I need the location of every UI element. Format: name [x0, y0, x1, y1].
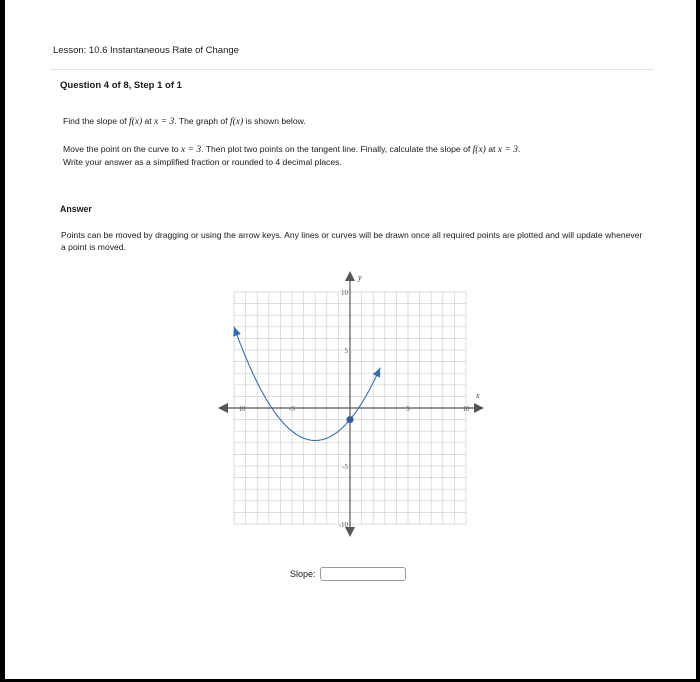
graph-canvas[interactable] [214, 268, 489, 540]
prompt-text: at [142, 116, 155, 126]
window-left-border [0, 0, 5, 682]
question-prompt [63, 116, 306, 127]
prompt-fx: f(x) [229, 117, 244, 127]
slope-label: Slope: [290, 569, 316, 579]
drag-help-text: Points can be moved by dragging or using the arrow keys. Any lines or curves will be drawn once all required points are plotted and will update whenever a point is moved. [61, 230, 643, 252]
answer-label: Answer [60, 204, 92, 214]
graph-axes [218, 271, 484, 537]
x-tick-label: -5 [289, 405, 295, 413]
window-right-border [696, 0, 700, 682]
x-tick-label: 5 [406, 405, 410, 413]
instruction-x-value: x = 3 [181, 145, 202, 155]
instruction-text: . [517, 144, 521, 154]
x-tick-label: 10 [238, 405, 246, 413]
y-tick-label: 5 [344, 347, 348, 355]
slope-input[interactable] [320, 567, 406, 581]
header-divider [50, 69, 654, 70]
y-tick-label: -5 [342, 463, 348, 471]
curve-left-arrow [233, 327, 241, 337]
movable-curve-point[interactable] [347, 416, 354, 423]
question-instruction [63, 143, 643, 168]
prompt-x-value: x = 3 [154, 117, 175, 127]
prompt-text: Find the slope of [63, 116, 129, 126]
y-tick-label: 10 [341, 289, 348, 297]
instruction-text: at [485, 144, 498, 154]
y-axis-up-arrow [345, 271, 355, 281]
x-axis-label: x [476, 391, 480, 400]
instruction-x-value: x = 3 [497, 145, 518, 155]
graph-tick-labels [239, 289, 471, 529]
x-axis-right-arrow [474, 403, 484, 413]
prompt-text: is shown below. [243, 116, 306, 126]
prompt-fx: f(x) [128, 117, 143, 127]
instruction-text: Move the point on the curve to [63, 144, 181, 154]
lesson-title: Lesson: 10.6 Instantaneous Rate of Change [53, 45, 239, 56]
y-tick-label: -10 [338, 521, 348, 529]
x-axis-left-arrow [218, 403, 228, 413]
x-tick-label: 10 [462, 405, 470, 413]
instruction-format-text: Write your answer as a simplified fraction or rounded to 4 decimal places. [63, 157, 342, 167]
instruction-text: . Then plot two points on the tangent line. Finally, calculate the slope of [201, 144, 473, 154]
prompt-text: . The graph of [174, 116, 230, 126]
instruction-fx: f(x) [472, 145, 486, 155]
y-axis-label: y [358, 273, 362, 282]
function-curve [234, 327, 380, 441]
question-heading: Question 4 of 8, Step 1 of 1 [60, 80, 182, 91]
